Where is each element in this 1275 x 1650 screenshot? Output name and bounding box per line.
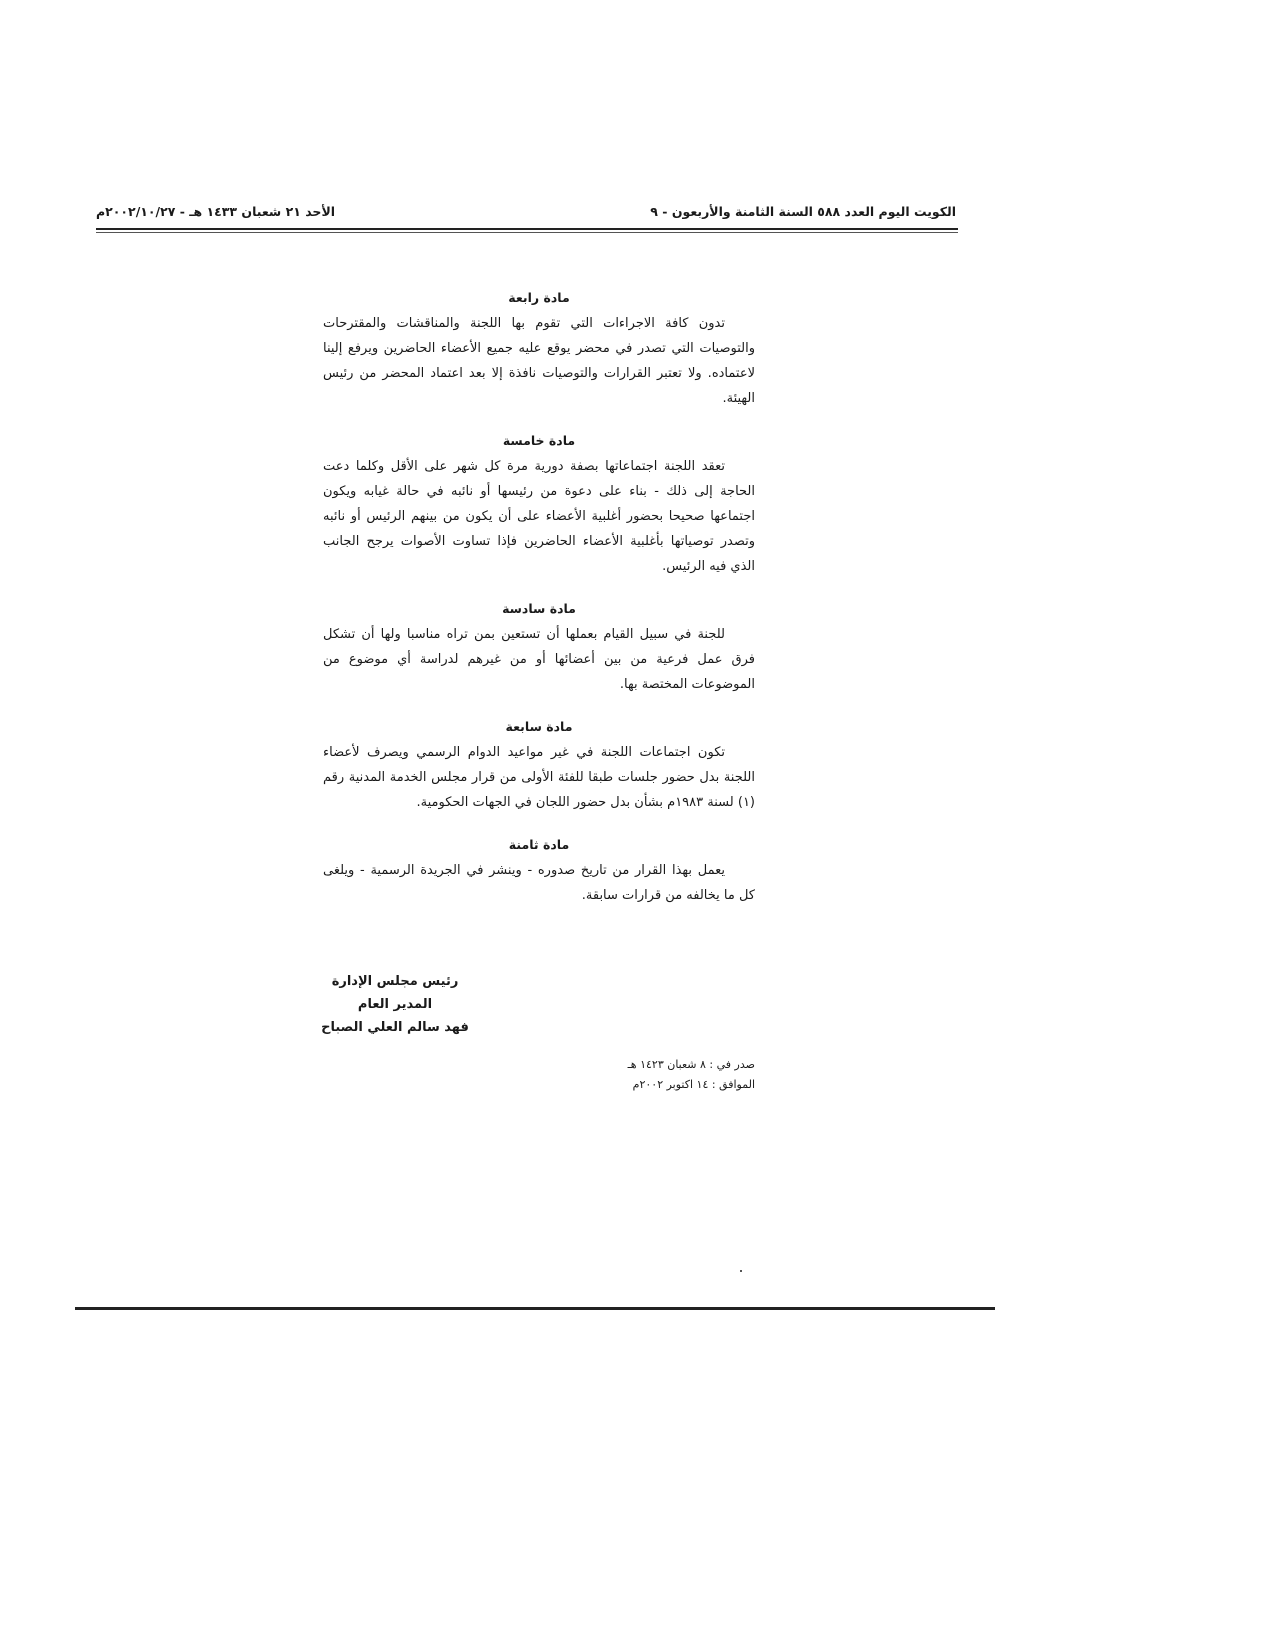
article-title: مادة ثامنة	[508, 837, 570, 852]
article-7	[323, 719, 755, 815]
issue-dates	[560, 1055, 755, 1095]
article-6	[323, 601, 755, 697]
article-text: تكون اجتماعات اللجنة في غير مواعيد الدوام الرسمي ويصرف لأعضاء اللجنة بدل حضور جلسات طبقا للفئة الأولى من قرار مجلس الخدمة المدنية رقم (١) لسنة ١٩٨٣م بشأن بدل حضور اللجان في الجهات الحكومية.	[323, 745, 755, 810]
article-text: يعمل بهذا القرار من تاريخ صدوره - وينشر في الجريدة الرسمية - ويلغى كل ما يخالفه من قرارات سابقة.	[323, 863, 755, 903]
signature-block	[300, 970, 490, 1039]
article-title: مادة خامسة	[502, 433, 576, 448]
article-5	[323, 433, 755, 579]
article-title: مادة سادسة	[502, 601, 576, 616]
article-text: تعقد اللجنة اجتماعاتها بصفة دورية مرة كل شهر على الأقل وكلما دعت الحاجة إلى ذلك - بناء على دعوة من رئيسها أو نائبه في حالة غيابه ويكون اجتماعها صحيحا بحضور أغلبية الأعضاء على أن يكون من بينهم الرئيس أو نائبه وتصدر توصياتها بأغلبية الأعضاء الحاضرين فإذا تساوت الأصوات يرجح الجانب الذي فيه الرئيس.	[323, 459, 755, 574]
issued-gregorian-date: الموافق : ١٤ اكتوبر ٢٠٠٢م	[632, 1078, 755, 1091]
signature-name: فهد سالم العلي الصباح	[321, 1020, 469, 1035]
issued-hijri-date: صدر في : ٨ شعبان ١٤٢٣ هـ	[627, 1058, 755, 1071]
header-rule-thin	[96, 232, 958, 233]
article-text: للجنة في سبيل القيام بعملها أن تستعين بمن تراه مناسبا ولها أن تشكل فرق عمل فرعية من بين أعضائها أو من غيرهم لدراسة أي موضوع من الموضوعات المختصة بها.	[323, 627, 755, 692]
header-date: الأحد ٢١ شعبان ١٤٣٣ هـ - ٢٠٠٢/١٠/٢٧م	[96, 204, 336, 219]
article-text: تدون كافة الاجراءات التي تقوم بها اللجنة والمناقشات والمقترحات والتوصيات التي تصدر في محضر يوقع عليه جميع الأعضاء الحاضرين ويرفع إلينا لاعتماده. ولا تعتبر القرارات والتوصيات نافذة إلا بعد اعتماد المحضر من رئيس الهيئة.	[323, 316, 755, 406]
header-issue-info: الكويت اليوم العدد ٥٨٨ السنة الثامنة والأربعون - ٩	[650, 204, 956, 219]
signature-role: المدير العام	[357, 997, 433, 1012]
signature-title: رئيس مجلس الإدارة	[331, 974, 459, 989]
document-body	[323, 290, 755, 930]
article-title: مادة سابعة	[505, 719, 573, 734]
article-4	[323, 290, 755, 411]
page-header	[96, 204, 956, 230]
scan-speck	[740, 1270, 742, 1272]
header-rule-thick	[96, 228, 958, 230]
article-8	[323, 837, 755, 908]
footer-rule	[75, 1307, 995, 1310]
article-title: مادة رابعة	[508, 290, 570, 305]
